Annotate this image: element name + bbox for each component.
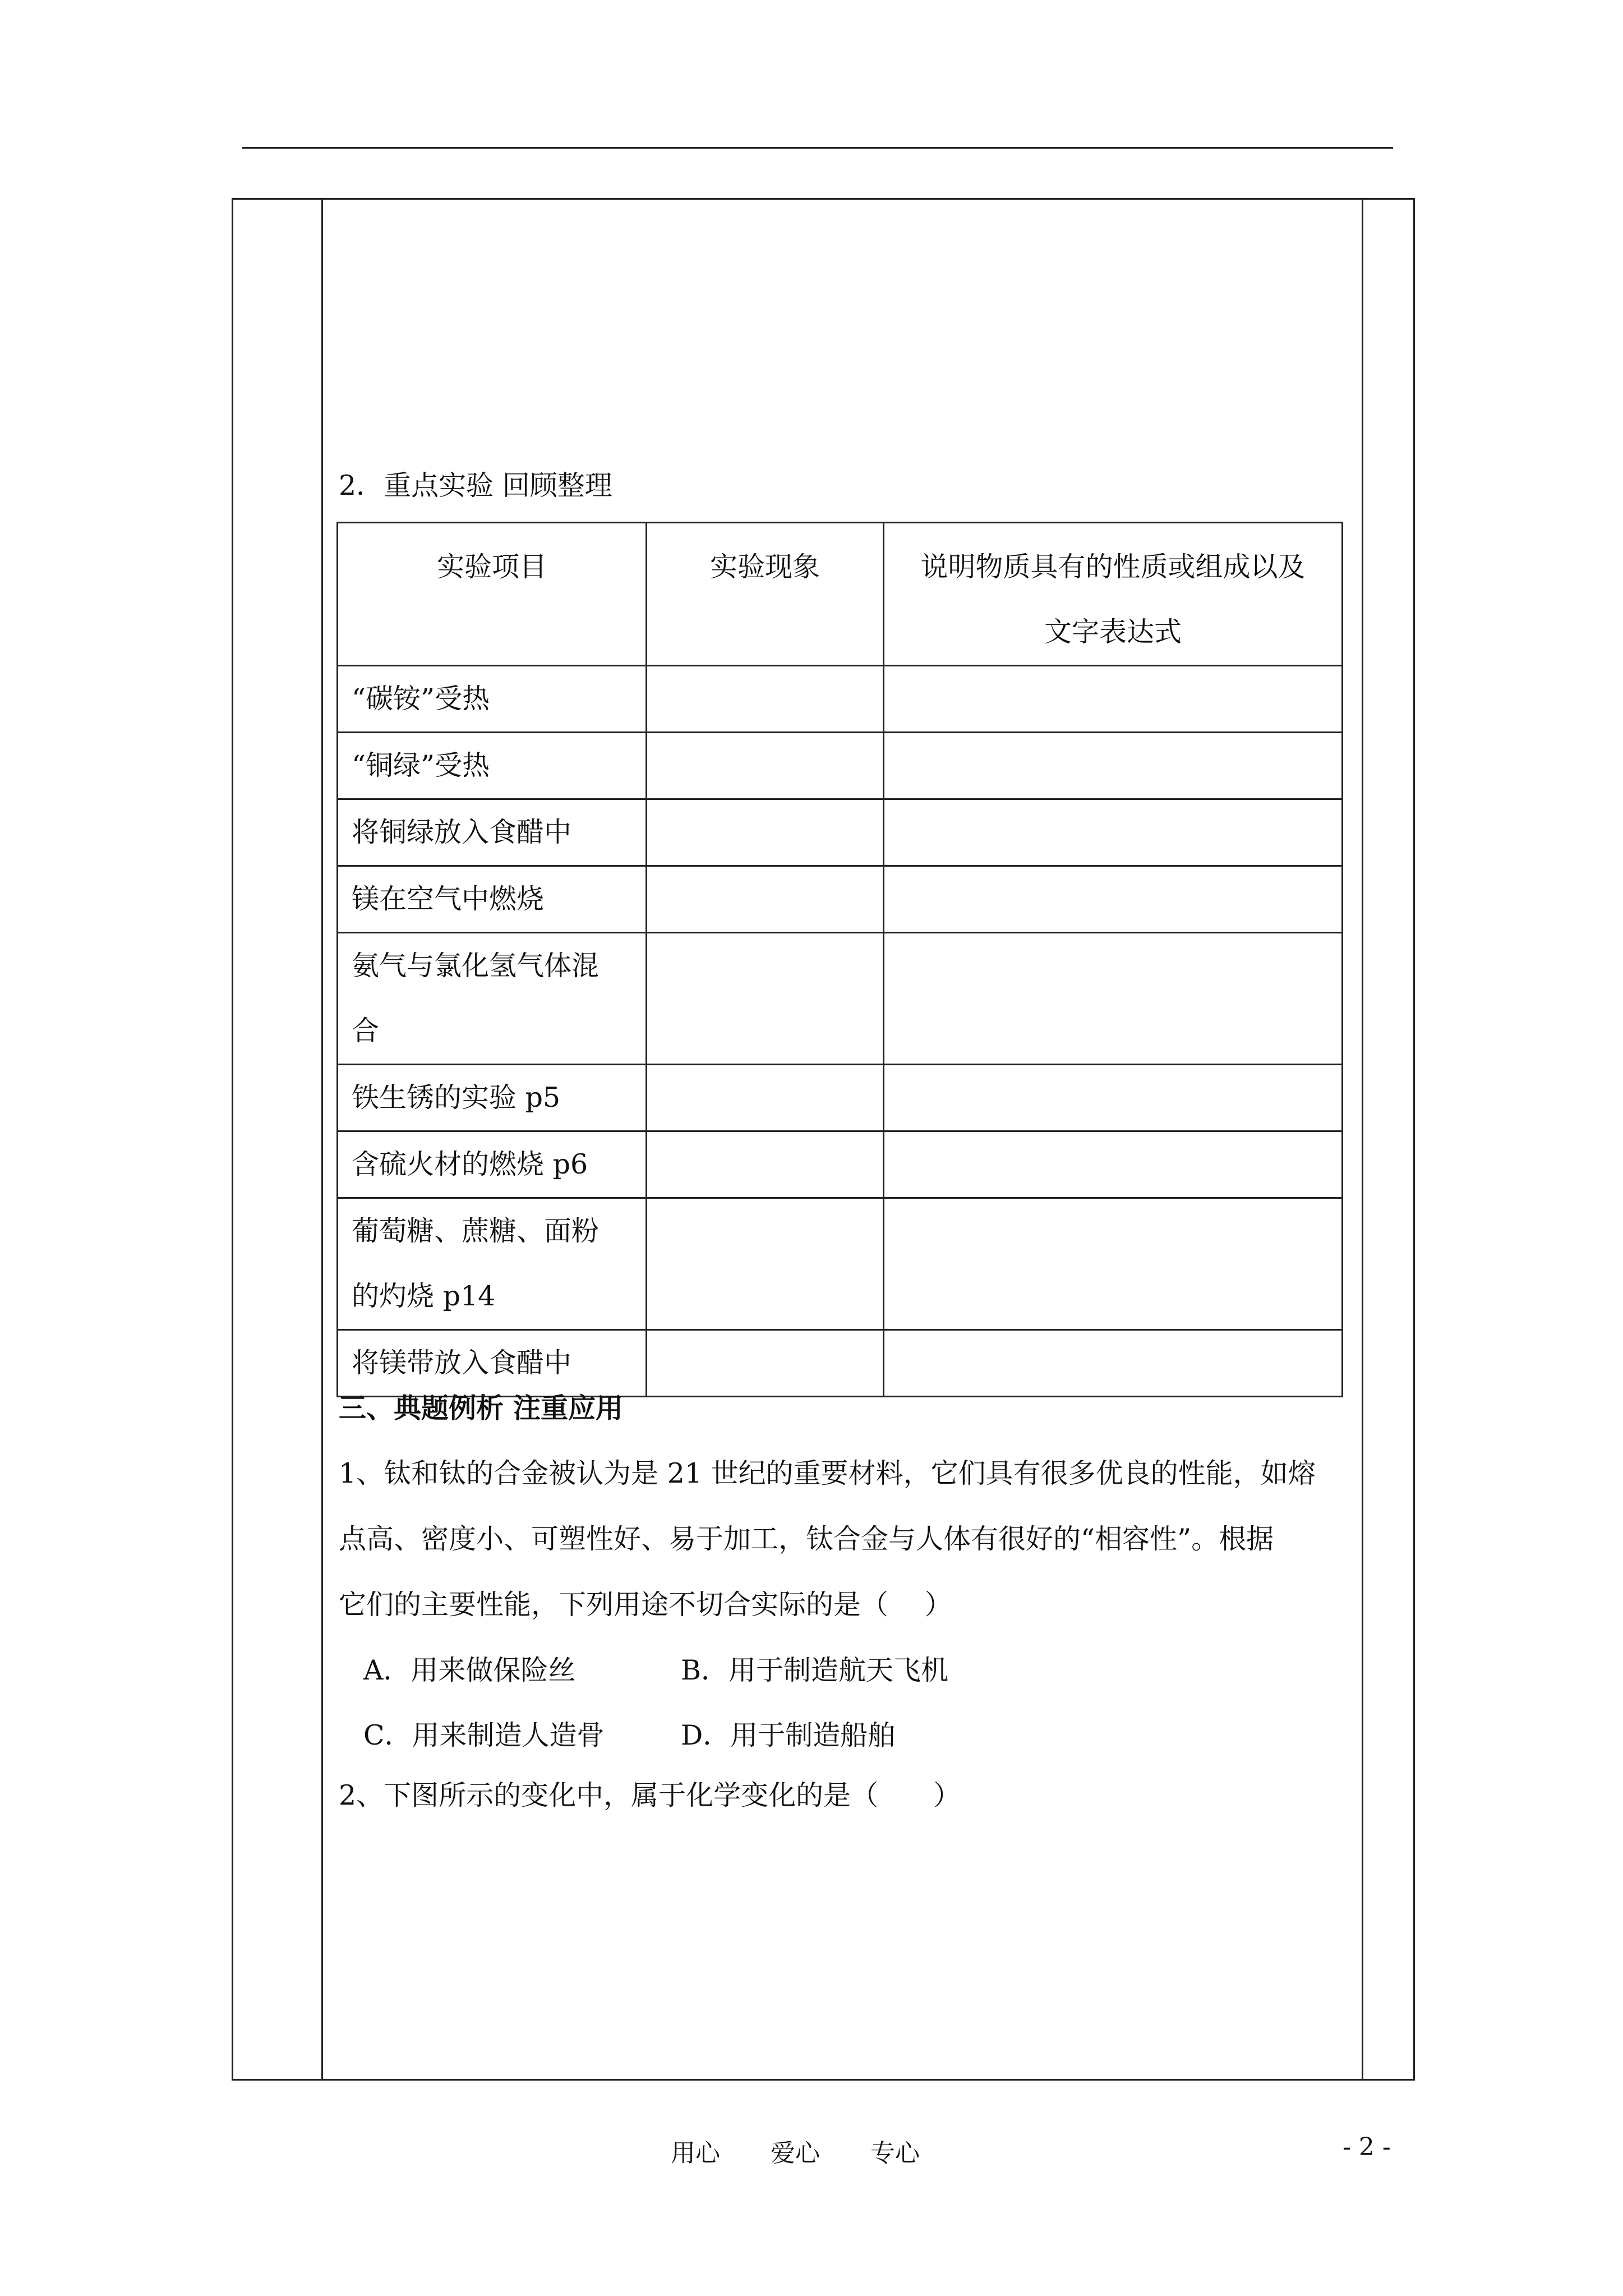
experiment-table bbox=[336, 522, 1343, 1397]
row-phenomenon bbox=[647, 733, 884, 799]
row-item-line1: 氨气与氯化氢气体混 bbox=[352, 950, 600, 982]
header-rule bbox=[242, 147, 1393, 149]
header-item: 实验项目 bbox=[338, 523, 647, 666]
right-column-divider bbox=[1362, 198, 1363, 2081]
table-row bbox=[338, 866, 1343, 933]
footer-slogan-3: 专心 bbox=[870, 2139, 920, 2168]
table-row bbox=[338, 1065, 1343, 1131]
row-item: 镁在空气中燃烧 bbox=[338, 866, 647, 933]
row-explanation bbox=[884, 1330, 1343, 1397]
table-row bbox=[338, 733, 1343, 799]
q1-line2: 点高、密度小、可塑性好、易于加工，钛合金与人体有很好的“相容性”。根据 bbox=[339, 1523, 1274, 1555]
q1-line1: 1、钛和钛的合金被认为是 21 世纪的重要材料，它们具有很多优良的性能，如熔 bbox=[339, 1457, 1316, 1489]
row-explanation bbox=[884, 799, 1343, 866]
row-explanation bbox=[884, 1131, 1343, 1198]
page-number: - 2 - bbox=[1343, 2133, 1391, 2161]
row-explanation bbox=[884, 1198, 1343, 1330]
q1-line3: 它们的主要性能，下列用途不切合实际的是（ ） bbox=[339, 1589, 952, 1621]
row-item: 含硫火材的燃烧 p6 bbox=[338, 1131, 647, 1198]
table-row bbox=[338, 1131, 1343, 1198]
row-explanation bbox=[884, 666, 1343, 733]
section3-title: 三、典题例析 注重应用 bbox=[339, 1392, 624, 1424]
row-item-line2: 合 bbox=[352, 1015, 380, 1047]
row-item bbox=[338, 1198, 647, 1330]
row-item: “碳铵”受热 bbox=[338, 666, 647, 733]
table-header-row bbox=[338, 523, 1343, 666]
row-phenomenon bbox=[647, 866, 884, 933]
row-phenomenon bbox=[647, 1065, 884, 1131]
table-row bbox=[338, 1198, 1343, 1330]
row-item-line1: 葡萄糖、蔗糖、面粉 bbox=[352, 1215, 600, 1247]
row-phenomenon bbox=[647, 1131, 884, 1198]
row-explanation bbox=[884, 933, 1343, 1065]
q1-option-d: D．用于制造船舶 bbox=[681, 1719, 896, 1751]
header-explanation-line2: 文字表达式 bbox=[1044, 616, 1182, 648]
row-phenomenon bbox=[647, 1330, 884, 1397]
header-explanation-line1: 说明物质具有的性质或组成以及 bbox=[920, 551, 1306, 583]
row-phenomenon bbox=[647, 1198, 884, 1330]
footer-slogan-1: 用心 bbox=[671, 2139, 720, 2168]
header-explanation bbox=[884, 523, 1343, 666]
table-row bbox=[338, 666, 1343, 733]
row-phenomenon bbox=[647, 666, 884, 733]
q1-option-b: B．用于制造航天飞机 bbox=[681, 1654, 949, 1686]
row-item: 铁生锈的实验 p5 bbox=[338, 1065, 647, 1131]
row-item bbox=[338, 933, 647, 1065]
q1-option-a: A．用来做保险丝 bbox=[363, 1654, 576, 1686]
row-item: 将铜绿放入食醋中 bbox=[338, 799, 647, 866]
row-explanation bbox=[884, 1065, 1343, 1131]
row-phenomenon bbox=[647, 799, 884, 866]
footer-slogan-2: 爱心 bbox=[771, 2139, 820, 2168]
table-row bbox=[338, 799, 1343, 866]
row-item-line2: 的灼烧 p14 bbox=[352, 1280, 496, 1312]
header-phenomenon: 实验现象 bbox=[647, 523, 884, 666]
table-row bbox=[338, 1330, 1343, 1397]
section2-title: 2．重点实验 回顾整理 bbox=[339, 470, 612, 501]
q2-line1: 2、下图所示的变化中，属于化学变化的是（ ） bbox=[339, 1779, 961, 1811]
row-explanation bbox=[884, 866, 1343, 933]
row-explanation bbox=[884, 733, 1343, 799]
q1-option-c: C．用来制造人造骨 bbox=[363, 1719, 605, 1751]
left-column-divider bbox=[321, 198, 323, 2081]
row-item: 将镁带放入食醋中 bbox=[338, 1330, 647, 1397]
row-phenomenon bbox=[647, 933, 884, 1065]
table-row bbox=[338, 933, 1343, 1065]
row-item: “铜绿”受热 bbox=[338, 733, 647, 799]
